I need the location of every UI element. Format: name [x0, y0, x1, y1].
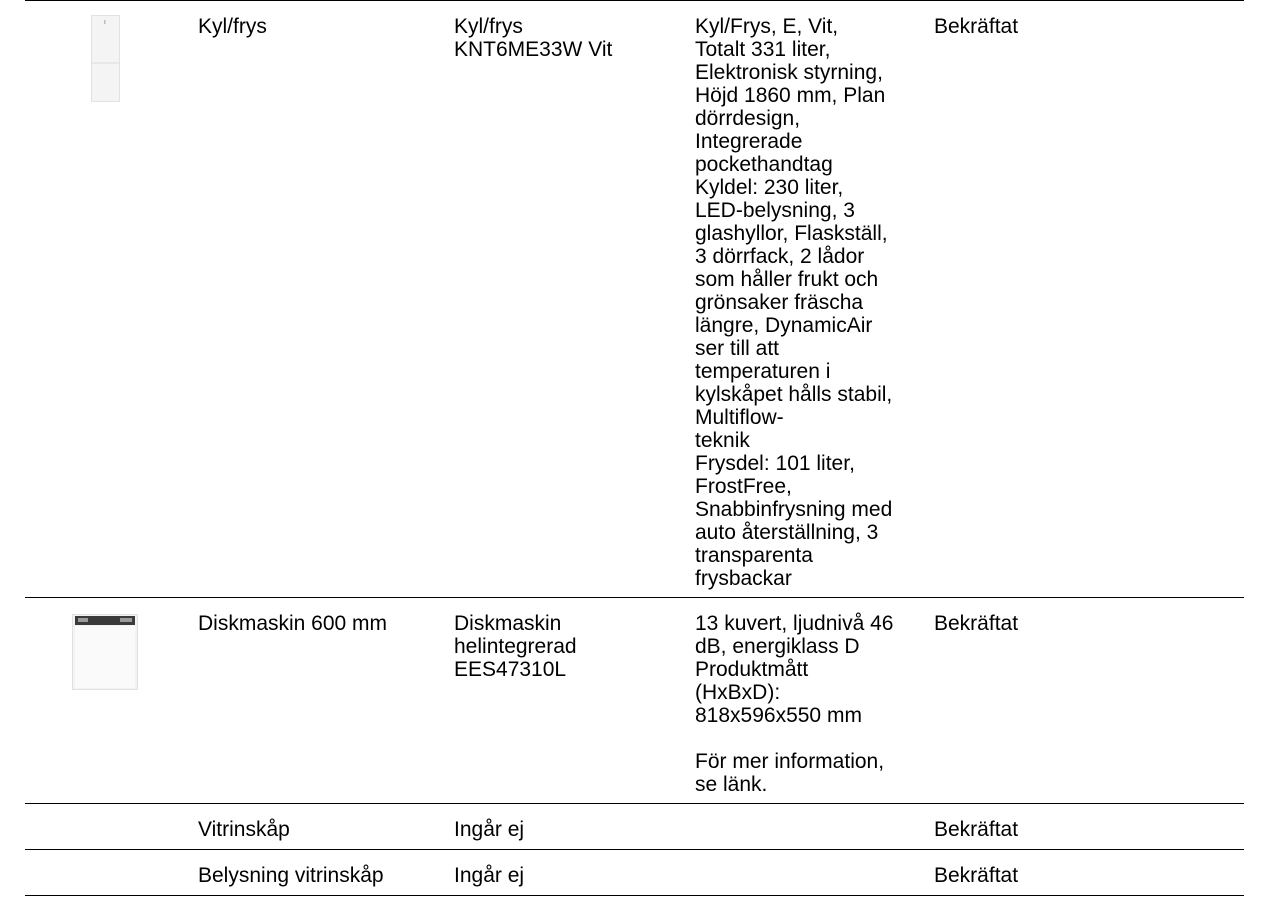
status-text: Bekräftat	[934, 15, 1019, 38]
table-row	[25, 598, 1244, 804]
table-row	[25, 804, 1244, 850]
product-table	[25, 0, 1244, 896]
product-description: 13 kuvert, ljudnivå 46 dB, energiklass D Produktmått (HxBxD): 818x596x550 mm För mer information, se länk.	[695, 612, 894, 796]
status-text: Bekräftat	[934, 864, 1019, 887]
product-description: Kyl/Frys, E, Vit, Totalt 331 liter, Elektronisk styrning, Höjd 1860 mm, Plan dörrdesign, Integrerade pockethandtag Kyldel: 230 liter, LED-belysning, 3 glashyllor, Flaskställ, 3 dörrfack, 2 lådor som håller frukt och grönsaker fräscha längre, DynamicAir ser till att temperaturen i kylskåpet hålls stabil, Multiflow- teknik Frysdel: 101 liter, FrostFree, Snabbinfrysning med auto återställning, 3 transparenta frysbackar	[695, 15, 893, 590]
status-text: Bekräftat	[934, 612, 1019, 635]
fridge-image	[91, 15, 120, 102]
dishwasher-image	[72, 614, 138, 690]
product-name: Diskmaskin 600 mm	[198, 612, 388, 635]
product-model: Ingår ej	[454, 818, 525, 841]
product-name: Belysning vitrinskåp	[198, 864, 384, 887]
table-row	[25, 850, 1244, 896]
product-name: Kyl/frys	[198, 15, 267, 38]
product-name: Vitrinskåp	[198, 818, 290, 841]
product-model: Ingår ej	[454, 864, 525, 887]
table-row	[25, 1, 1244, 598]
product-model: Kyl/frys KNT6ME33W Vit	[454, 15, 613, 61]
product-model: Diskmaskin helintegrerad EES47310L	[454, 612, 577, 681]
status-text: Bekräftat	[934, 818, 1019, 841]
